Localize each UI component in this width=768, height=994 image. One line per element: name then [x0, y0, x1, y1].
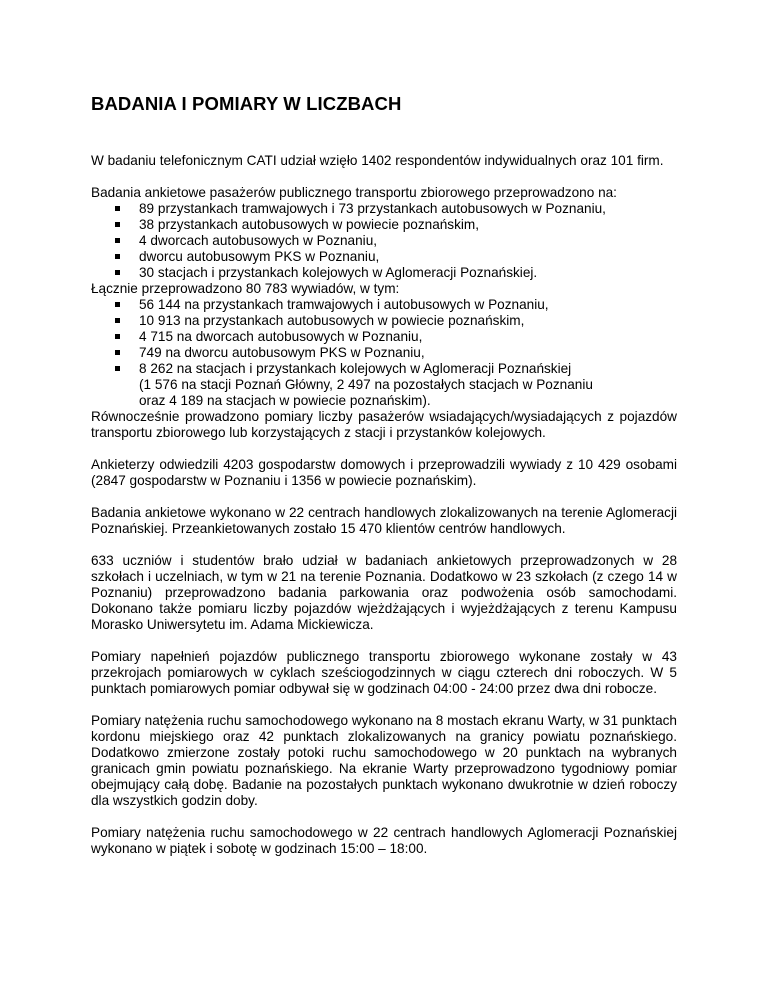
square-bullet-icon — [115, 334, 120, 339]
survey-locations-list — [91, 201, 677, 281]
list-item-subline: oraz 4 189 na stacjach w powiecie poznańskim). — [139, 393, 431, 408]
list-item: 4 715 na dworcach autobusowych w Poznaniu, — [91, 329, 677, 345]
square-bullet-icon — [115, 366, 120, 371]
square-bullet-icon — [115, 222, 120, 227]
square-bullet-icon — [115, 254, 120, 259]
square-bullet-icon — [115, 302, 120, 307]
list-item: 749 na dworcu autobusowym PKS w Poznaniu, — [91, 345, 677, 361]
paragraph-napelnienia: Pomiary napełnień pojazdów publicznego transportu zbiorowego wykonane zostały w 43 przekrojach pomiarowych w cyklach sześciogodzinnych w ciągu czterech dni roboczych. W 5 punktach pomiarowych pomiar odbywał się w godzinach 04:00 - 24:00 przez dwa dni robocze. — [91, 649, 677, 696]
page-title: BADANIA I POMIARY W LICZBACH — [91, 93, 402, 114]
list-item: 89 przystankach tramwajowych i 73 przystankach autobusowych w Poznaniu, — [91, 201, 677, 217]
document-page — [91, 93, 677, 873]
interviews-list — [91, 297, 677, 409]
paragraph-rownoczesnie: Równocześnie prowadzono pomiary liczby pasażerów wsiadających/wysiadających z pojazdów transportu zbiorowego lub korzystających z stacji i przystanków kolejowych. — [91, 409, 677, 440]
paragraph-centra: Badania ankietowe wykonano w 22 centrach handlowych zlokalizowanych na terenie Aglomeracji Poznańskiej. Przeankietowanych zostało 15 470 klientów centrów handlowych. — [91, 505, 677, 536]
paragraph-cati: W badaniu telefonicznym CATI udział wzięło 1402 respondentów indywidualnych oraz 101 firm. — [91, 153, 664, 168]
list-item: 10 913 na przystankach autobusowych w powiecie poznańskim, — [91, 313, 677, 329]
list-item: 56 144 na przystankach tramwajowych i autobusowych w Poznaniu, — [91, 297, 677, 313]
list-item: 38 przystankach autobusowych w powiecie poznańskim, — [91, 217, 677, 233]
list-item: 30 stacjach i przystankach kolejowych w Aglomeracji Poznańskiej. — [91, 265, 677, 281]
list-item: 8 262 na stacjach i przystankach kolejowych w Aglomeracji Poznańskiej (1 576 na stacji Poznań Główny, 2 497 na pozostałych stacjach w Poznaniu oraz 4 189 na stacjach w powiecie poznańskim). — [91, 361, 677, 409]
paragraph-uczniowie: 633 uczniów i studentów brało udział w badaniach ankietowych przeprowadzonych w 28 szkołach i uczelniach, w tym w 21 na terenie Poznania. Dodatkowo w 23 szkołach (z czego 14 w Poznaniu) przeprowadzono badania parkowania oraz podwożenia osób samochodami. Dokonano także pomiaru liczby pojazdów wjeżdżających i wyjeżdżających z terenu Kampusu Morasko Uniwersytetu im. Adama Mickiewicza. — [91, 553, 677, 632]
paragraph-natezenia: Pomiary natężenia ruchu samochodowego wykonano na 8 mostach ekranu Warty, w 31 punktach kordonu miejskiego oraz 42 punktach zlokalizowanych na granicy powiatu poznańskiego. Dodatkowo zmierzone zostały potoki ruchu samochodowego w 20 punktach na wybranych granicach gmin powiatu poznańskiego. Na ekranie Warty przeprowadzono tygodniowy pomiar obejmujący całą dobę. Badanie na pozostałych punktach wykonano dwukrotnie w dzień roboczy dla wszystkich godzin doby. — [91, 713, 677, 808]
paragraph-centra-natezenie: Pomiary natężenia ruchu samochodowego w 22 centrach handlowych Aglomeracji Poznańskiej wykonano w piątek i sobotę w godzinach 15:00 – 18:00. — [91, 825, 677, 856]
square-bullet-icon — [115, 238, 120, 243]
square-bullet-icon — [115, 318, 120, 323]
paragraph-ankieterzy: Ankieterzy odwiedzili 4203 gospodarstw domowych i przeprowadzili wywiady z 10 429 osobami (2847 gospodarstw w Poznaniu i 1356 w powiecie poznańskim). — [91, 457, 677, 488]
list-item-subline: (1 576 na stacji Poznań Główny, 2 497 na pozostałych stacjach w Poznaniu — [139, 377, 593, 392]
list-item: 4 dworcach autobusowych w Poznaniu, — [91, 233, 677, 249]
square-bullet-icon — [115, 350, 120, 355]
square-bullet-icon — [115, 270, 120, 275]
list-item: dworcu autobusowym PKS w Poznaniu, — [91, 249, 677, 265]
paragraph-ankiety-intro: Badania ankietowe pasażerów publicznego transportu zbiorowego przeprowadzono na: — [91, 185, 617, 200]
square-bullet-icon — [115, 206, 120, 211]
paragraph-lacznie: Łącznie przeprowadzono 80 783 wywiadów, w tym: — [91, 281, 400, 296]
